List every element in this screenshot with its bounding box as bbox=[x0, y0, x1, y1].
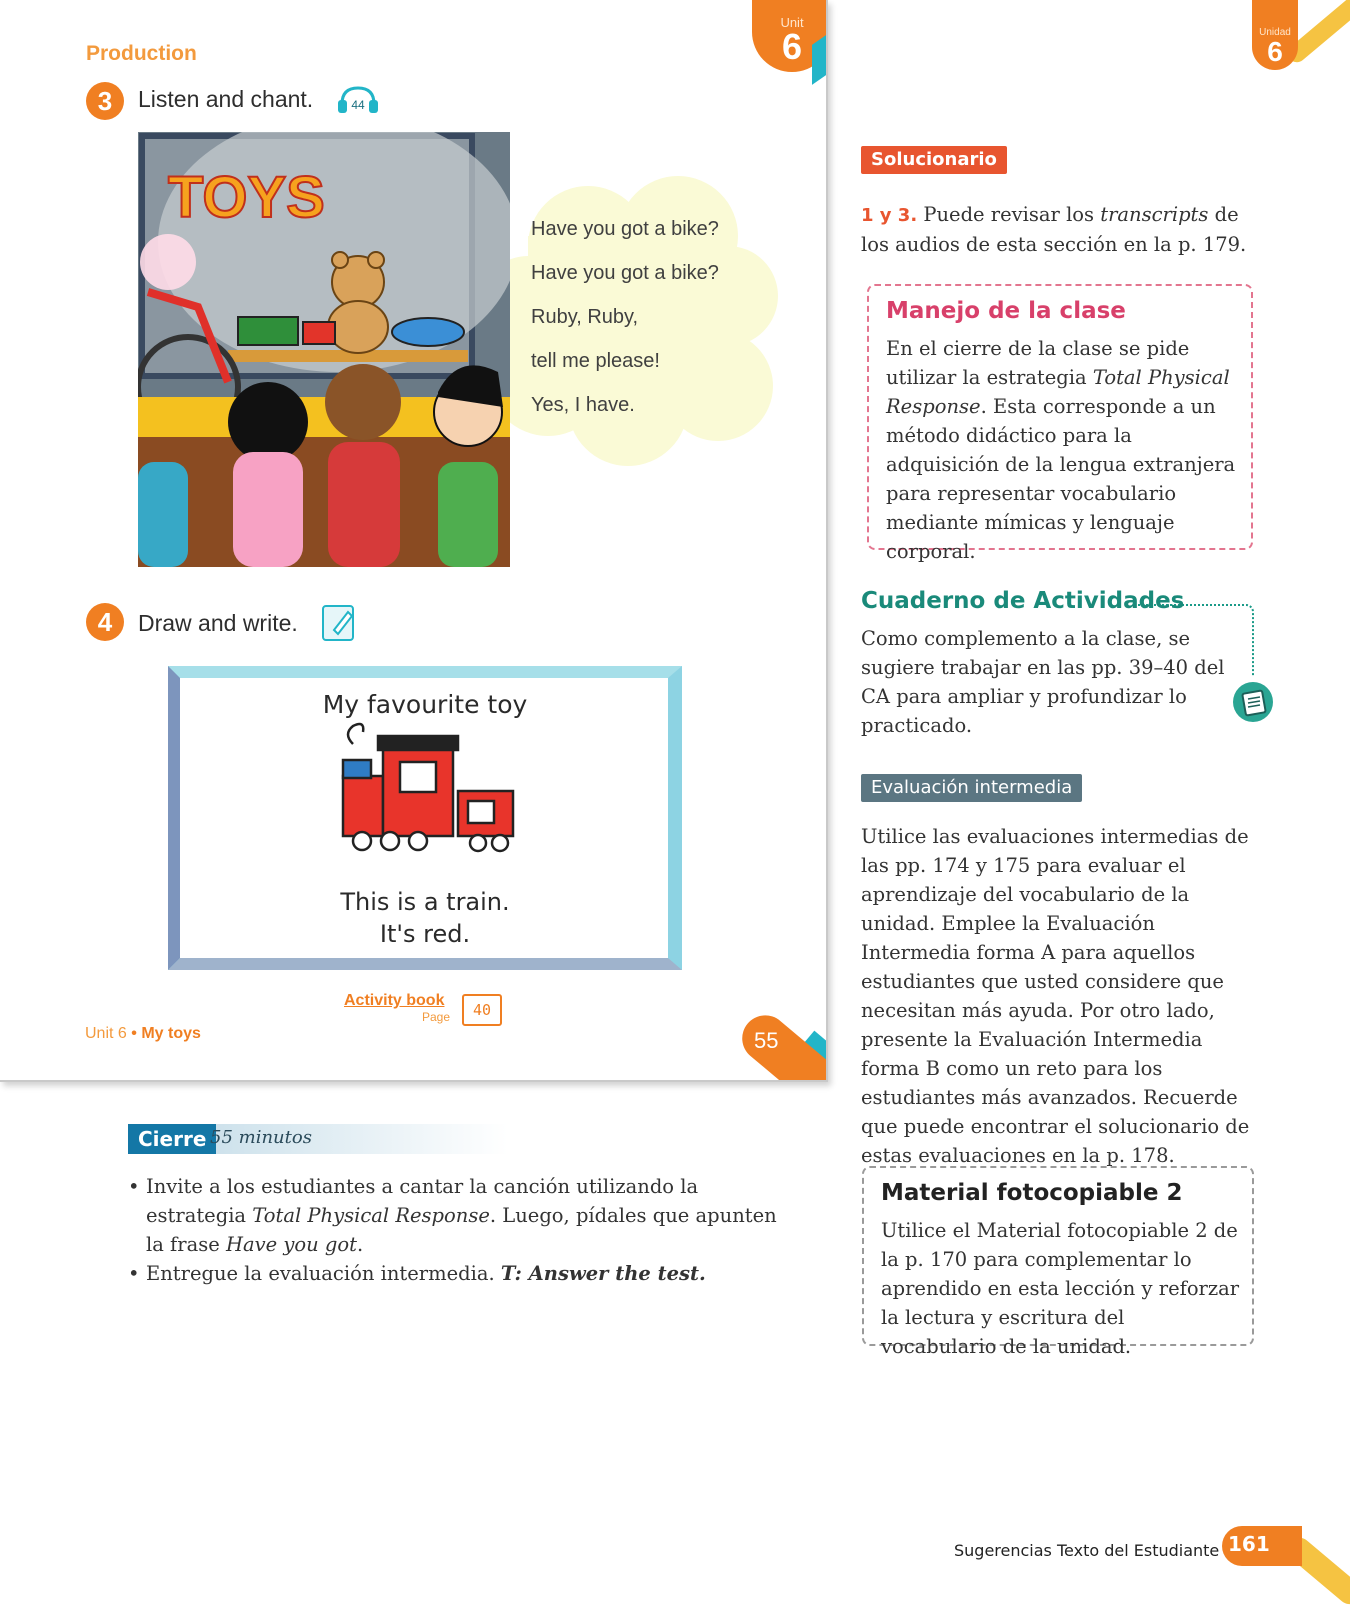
footer-separator: • bbox=[131, 1025, 137, 1042]
activity-number-3: 3 bbox=[86, 82, 124, 120]
section-title: Production bbox=[86, 42, 197, 65]
material-text: Utilice el Material fotocopiable 2 de la p. 170 para complementar lo aprendido en esta lección y reforzar la lectura y escritura del vocabulario de la unidad. bbox=[881, 1219, 1240, 1358]
manejo-text-em: Total Physical Response bbox=[886, 366, 1230, 418]
cierre-bullet-1-end: . bbox=[356, 1233, 364, 1256]
manejo-text-end: . Esta corresponde a un método didáctico para la adquisición de la lengua extranjera para representar vocabulario mediante mímicas y lenguaje corporal. bbox=[886, 395, 1236, 563]
chant-line: Have you got a bike? bbox=[531, 262, 719, 284]
guide-page-number: 161 bbox=[1228, 1532, 1270, 1556]
solucionario-tag: Solucionario bbox=[861, 146, 1007, 174]
cierre-bullet-2-start: Entregue la evaluación intermedia. bbox=[146, 1262, 501, 1285]
cierre-bullet-1-mid: . Luego, pídales que apunten la frase bbox=[146, 1204, 777, 1256]
activity-3-title: Listen and chant. bbox=[138, 86, 314, 112]
cierre-minutes: 55 minutos bbox=[210, 1127, 312, 1148]
manejo-text bbox=[886, 334, 1236, 566]
list-item bbox=[128, 1172, 798, 1259]
evaluacion-tag: Evaluación intermedia bbox=[861, 774, 1082, 802]
cierre-bullet-1-start: Invite a los estudiantes a cantar la canción utilizando la estrategia bbox=[146, 1175, 699, 1227]
unit-number: 6 bbox=[781, 26, 803, 67]
chant-line: Ruby, Ruby, bbox=[531, 306, 639, 328]
notepad-pencil-icon[interactable] bbox=[320, 600, 360, 644]
activity-4-title: Draw and write. bbox=[138, 610, 298, 636]
card-sentence-2: It's red. bbox=[379, 920, 471, 948]
student-page-number: 55 bbox=[754, 1028, 779, 1053]
toys-sign: TOYS bbox=[168, 165, 325, 230]
unit-tab-stripe bbox=[812, 35, 826, 85]
unit-label: Unit bbox=[780, 15, 804, 30]
manejo-title: Manejo de la clase bbox=[886, 298, 1126, 324]
footer-topic: My toys bbox=[141, 1025, 201, 1042]
cierre-bullet-2-strong: T: Answer the test. bbox=[500, 1262, 706, 1285]
solucionario-text-em: transcripts bbox=[1100, 203, 1209, 226]
list-item bbox=[128, 1259, 798, 1288]
manejo-text-start: En el cierre de la clase se pide utilizar la estrategia bbox=[886, 337, 1190, 389]
chant-line: tell me please! bbox=[531, 350, 660, 372]
cierre-bullet-1-em: Total Physical Response bbox=[252, 1204, 490, 1227]
cierre-list bbox=[128, 1172, 798, 1288]
card-sentence-1: This is a train. bbox=[340, 888, 510, 916]
chant-line: Have you got a bike? bbox=[531, 218, 719, 240]
activity-book-link[interactable]: Activity book bbox=[344, 992, 445, 1009]
student-footer bbox=[85, 1025, 201, 1043]
open-book-icon bbox=[462, 994, 502, 1026]
guide-footer-text: Sugerencias Texto del Estudiante bbox=[954, 1541, 1220, 1560]
material-title: Material fotocopiable 2 bbox=[881, 1180, 1183, 1206]
activity-book-page-label: Page bbox=[422, 1010, 451, 1024]
headphones-icon[interactable] bbox=[336, 84, 380, 114]
solucionario-text-end: de los audios de esta sección en la p. 179. bbox=[861, 203, 1247, 256]
notebook-icon bbox=[1233, 682, 1273, 722]
chant-line: Yes, I have. bbox=[531, 394, 635, 416]
cuaderno-text: Como complemento a la clase, se sugiere trabajar en las pp. 39–40 del CA para ampliar y profundizar lo practicado. bbox=[861, 627, 1225, 737]
solucionario-item-number: 1 y 3. bbox=[861, 205, 918, 226]
cuaderno-title: Cuaderno de Actividades bbox=[861, 588, 1185, 614]
unidad-number: 6 bbox=[1267, 36, 1283, 67]
solucionario-text-start: Puede revisar los bbox=[923, 203, 1101, 226]
track-number: 44 bbox=[351, 98, 365, 112]
evaluacion-text: Utilice las evaluaciones intermedias de las pp. 174 y 175 para evaluar el aprendizaje del vocabulario de la unidad. Emplee la Evaluación Intermedia forma A para aquellos estudiantes que usted considere que necesitan más ayuda. Por otro lado, presente la Evaluación Intermedia forma B como un reto para los estudiantes más avanzados. Recuerde que puede encontrar el solucionario de estas evaluaciones en la p. 178. bbox=[861, 825, 1250, 1167]
activity-book-page-number: 40 bbox=[472, 1001, 492, 1019]
footer-unit: Unit 6 bbox=[85, 1025, 127, 1042]
activity-number-4: 4 bbox=[86, 603, 124, 641]
unidad-label: Unidad bbox=[1259, 27, 1291, 38]
toy-shop-illustration bbox=[138, 132, 510, 567]
cierre-tag: Cierre bbox=[128, 1124, 216, 1154]
card-title: My favourite toy bbox=[322, 690, 528, 719]
student-book-page bbox=[0, 0, 828, 1082]
cierre-bullet-1-em2: Have you got bbox=[225, 1233, 357, 1256]
solucionario-text bbox=[861, 200, 1256, 259]
